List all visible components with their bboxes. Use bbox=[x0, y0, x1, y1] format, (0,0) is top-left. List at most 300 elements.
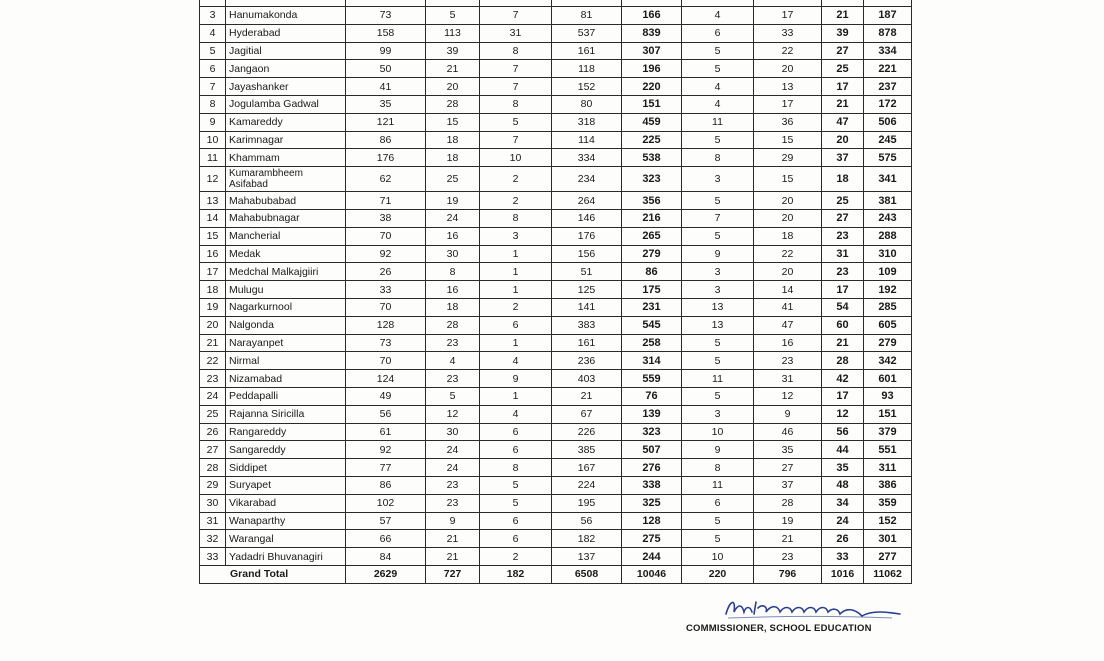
cell-grand: 386 bbox=[864, 476, 912, 494]
cell-grand: 551 bbox=[864, 441, 912, 459]
district-name: Narayanpet bbox=[226, 334, 346, 352]
cell-sno: 30 bbox=[200, 494, 226, 512]
cell-sno: 19 bbox=[200, 298, 226, 316]
cell-grand: 245 bbox=[864, 131, 912, 149]
cell-c8: 25 bbox=[822, 60, 864, 78]
cell-c1: 121 bbox=[346, 113, 426, 131]
district-name: Suryapet bbox=[226, 476, 346, 494]
cell-c6: 5 bbox=[682, 60, 754, 78]
cell-grand: 605 bbox=[864, 316, 912, 334]
district-name: Siddipet bbox=[226, 459, 346, 477]
cell-c7: 17 bbox=[754, 7, 822, 25]
cell-c6: 5 bbox=[682, 227, 754, 245]
cell-total: 545 bbox=[622, 316, 682, 334]
cell-c2: 21 bbox=[426, 60, 480, 78]
cell-c4: 334 bbox=[552, 149, 622, 167]
cell-c7: 20 bbox=[754, 209, 822, 227]
cell-c2: 24 bbox=[426, 209, 480, 227]
cell-c1: 73 bbox=[346, 334, 426, 352]
cell-c6: 5 bbox=[682, 334, 754, 352]
cell-grand: 279 bbox=[864, 334, 912, 352]
cell-c6: 5 bbox=[682, 42, 754, 60]
cell-c7: 23 bbox=[754, 352, 822, 370]
cell-c3: 6 bbox=[480, 316, 552, 334]
table-row bbox=[200, 7, 912, 25]
cell-c4: 318 bbox=[552, 113, 622, 131]
cell-c8: 26 bbox=[822, 530, 864, 548]
cell-c3: 3 bbox=[480, 227, 552, 245]
district-name: Mahabubabad bbox=[226, 192, 346, 210]
district-name: Mahabubnagar bbox=[226, 209, 346, 227]
cell-c8: 18 bbox=[822, 167, 864, 192]
cell-c1: 176 bbox=[346, 149, 426, 167]
table-row bbox=[200, 167, 912, 192]
table-row bbox=[200, 245, 912, 263]
cell-c1: 102 bbox=[346, 494, 426, 512]
district-name: Mancherial bbox=[226, 227, 346, 245]
cell-c7: 27 bbox=[754, 459, 822, 477]
cell-c8: 35 bbox=[822, 459, 864, 477]
cell-c4: 176 bbox=[552, 227, 622, 245]
table-row bbox=[200, 227, 912, 245]
cell-sno: 21 bbox=[200, 334, 226, 352]
table-row bbox=[200, 149, 912, 167]
cell-c7: 9 bbox=[754, 405, 822, 423]
cell-sno: 16 bbox=[200, 245, 226, 263]
cell-c1: 73 bbox=[346, 7, 426, 25]
cell-c7: 31 bbox=[754, 370, 822, 388]
cell-c4: 56 bbox=[552, 512, 622, 530]
table-row bbox=[200, 548, 912, 566]
table-row bbox=[200, 192, 912, 210]
cell-grand: 192 bbox=[864, 281, 912, 299]
cell-total: 175 bbox=[622, 281, 682, 299]
cell-total: 507 bbox=[622, 441, 682, 459]
cell-c4: 167 bbox=[552, 459, 622, 477]
table-row bbox=[200, 423, 912, 441]
cell-c2: 24 bbox=[426, 459, 480, 477]
cell-c8: 21 bbox=[822, 7, 864, 25]
cell-grand: 277 bbox=[864, 548, 912, 566]
cell-c8: 20 bbox=[822, 131, 864, 149]
cell-c1: 66 bbox=[346, 530, 426, 548]
cell-c7: 35 bbox=[754, 441, 822, 459]
district-name: Khammam bbox=[226, 149, 346, 167]
cell-c4: 195 bbox=[552, 494, 622, 512]
table-row bbox=[200, 476, 912, 494]
cell-sno: 25 bbox=[200, 405, 226, 423]
table-row bbox=[200, 334, 912, 352]
table-body bbox=[200, 0, 912, 565]
cell-c3: 1 bbox=[480, 263, 552, 281]
cell-c8: 31 bbox=[822, 245, 864, 263]
cell-c6: 11 bbox=[682, 113, 754, 131]
table-row bbox=[200, 209, 912, 227]
cell-c2: 5 bbox=[426, 387, 480, 405]
grand-total-c1: 2629 bbox=[346, 565, 426, 583]
cell-c7: 20 bbox=[754, 60, 822, 78]
cell-c8: 33 bbox=[822, 548, 864, 566]
cell-c8: 24 bbox=[822, 512, 864, 530]
district-name: Vikarabad bbox=[226, 494, 346, 512]
cell-c6: 6 bbox=[682, 24, 754, 42]
cell-total: 166 bbox=[622, 7, 682, 25]
cell-c6: 8 bbox=[682, 459, 754, 477]
cell-c8: 47 bbox=[822, 113, 864, 131]
table-row bbox=[200, 370, 912, 388]
cell-c6: 5 bbox=[682, 530, 754, 548]
table-row bbox=[200, 494, 912, 512]
cell-total: 279 bbox=[622, 245, 682, 263]
cell-c6: 9 bbox=[682, 245, 754, 263]
district-name: Nirmal bbox=[226, 352, 346, 370]
district-name: Kumarambheem Asifabad bbox=[226, 167, 346, 192]
cell-c3: 10 bbox=[480, 149, 552, 167]
cell-c1: 35 bbox=[346, 95, 426, 113]
table-row bbox=[200, 352, 912, 370]
cell-c6: 3 bbox=[682, 281, 754, 299]
commissioner-designation: COMMISSIONER, SCHOOL EDUCATION bbox=[686, 623, 872, 634]
cell-c6: 8 bbox=[682, 149, 754, 167]
cell-c2: 19 bbox=[426, 192, 480, 210]
cell-c2: 23 bbox=[426, 476, 480, 494]
district-name: Jagitial bbox=[226, 42, 346, 60]
cell-c2: 30 bbox=[426, 423, 480, 441]
cell-total: 314 bbox=[622, 352, 682, 370]
cell-c4: 383 bbox=[552, 316, 622, 334]
cell-c2: 16 bbox=[426, 281, 480, 299]
cell-c2: 4 bbox=[426, 352, 480, 370]
cell-c2: 28 bbox=[426, 95, 480, 113]
cell-c2: 23 bbox=[426, 334, 480, 352]
cell-c4: 152 bbox=[552, 78, 622, 96]
cell-c7: 36 bbox=[754, 113, 822, 131]
cell-grand: 878 bbox=[864, 24, 912, 42]
cell-c2: 9 bbox=[426, 512, 480, 530]
cell-c7: 15 bbox=[754, 131, 822, 149]
cell-c8: 28 bbox=[822, 352, 864, 370]
cell-grand: 311 bbox=[864, 459, 912, 477]
cell-c6: 5 bbox=[682, 512, 754, 530]
cell-c7: 13 bbox=[754, 78, 822, 96]
cell-c4: 81 bbox=[552, 7, 622, 25]
district-name: Jayashanker bbox=[226, 78, 346, 96]
cell-c4: 80 bbox=[552, 95, 622, 113]
district-name: Rangareddy bbox=[226, 423, 346, 441]
cell-c6: 5 bbox=[682, 192, 754, 210]
cell-total: 196 bbox=[622, 60, 682, 78]
table-row bbox=[200, 263, 912, 281]
cell-sno: 32 bbox=[200, 530, 226, 548]
cell-c3: 2 bbox=[480, 192, 552, 210]
cell-c4: 226 bbox=[552, 423, 622, 441]
district-name: Kamareddy bbox=[226, 113, 346, 131]
cell-c8: 25 bbox=[822, 192, 864, 210]
cell-c4: 236 bbox=[552, 352, 622, 370]
cell-c3: 8 bbox=[480, 209, 552, 227]
cell-grand: 341 bbox=[864, 167, 912, 192]
district-name: Jogulamba Gadwal bbox=[226, 95, 346, 113]
cell-c1: 49 bbox=[346, 387, 426, 405]
cell-grand: 379 bbox=[864, 423, 912, 441]
district-name: Mulugu bbox=[226, 281, 346, 299]
cell-sno: 15 bbox=[200, 227, 226, 245]
table-row bbox=[200, 512, 912, 530]
cell-c6: 4 bbox=[682, 95, 754, 113]
cell-c3: 9 bbox=[480, 370, 552, 388]
cell-c2: 21 bbox=[426, 530, 480, 548]
cell-sno: 29 bbox=[200, 476, 226, 494]
cell-c4: 182 bbox=[552, 530, 622, 548]
grand-total-c2: 727 bbox=[426, 565, 480, 583]
cell-c2: 25 bbox=[426, 167, 480, 192]
cell-c3: 7 bbox=[480, 131, 552, 149]
cell-c2: 18 bbox=[426, 149, 480, 167]
cell-grand: 187 bbox=[864, 7, 912, 25]
district-name: Nagarkurnool bbox=[226, 298, 346, 316]
cell-c6: 5 bbox=[682, 387, 754, 405]
cell-c6: 3 bbox=[682, 167, 754, 192]
cell-c1: 124 bbox=[346, 370, 426, 388]
cell-c4: 161 bbox=[552, 334, 622, 352]
cell-grand: 359 bbox=[864, 494, 912, 512]
cell-c7: 20 bbox=[754, 263, 822, 281]
cell-sno: 10 bbox=[200, 131, 226, 149]
cell-sno: 26 bbox=[200, 423, 226, 441]
cell-c6: 4 bbox=[682, 78, 754, 96]
cell-c8: 37 bbox=[822, 149, 864, 167]
district-name: Jangaon bbox=[226, 60, 346, 78]
table-row bbox=[200, 459, 912, 477]
cell-total: 338 bbox=[622, 476, 682, 494]
cell-sno: 22 bbox=[200, 352, 226, 370]
cell-c1: 56 bbox=[346, 405, 426, 423]
cell-c8: 39 bbox=[822, 24, 864, 42]
grand-total-row bbox=[200, 565, 912, 583]
cell-c3: 4 bbox=[480, 405, 552, 423]
cell-c8: 12 bbox=[822, 405, 864, 423]
cell-c8: 44 bbox=[822, 441, 864, 459]
cell-sno: 31 bbox=[200, 512, 226, 530]
district-name: Warangal bbox=[226, 530, 346, 548]
cell-c8: 23 bbox=[822, 263, 864, 281]
grand-total-c3: 182 bbox=[480, 565, 552, 583]
cell-c8: 56 bbox=[822, 423, 864, 441]
district-name: Karimnagar bbox=[226, 131, 346, 149]
cell-c6: 10 bbox=[682, 548, 754, 566]
cell-c7: 14 bbox=[754, 281, 822, 299]
cell-c1: 38 bbox=[346, 209, 426, 227]
district-name: Medak bbox=[226, 245, 346, 263]
table-row bbox=[200, 131, 912, 149]
cell-c1: 128 bbox=[346, 316, 426, 334]
cell-sno: 12 bbox=[200, 167, 226, 192]
cell-total: 151 bbox=[622, 95, 682, 113]
cell-c1: 158 bbox=[346, 24, 426, 42]
cell-grand: 151 bbox=[864, 405, 912, 423]
cell-c2: 8 bbox=[426, 263, 480, 281]
cell-total: 139 bbox=[622, 405, 682, 423]
district-name: Rajanna Siricilla bbox=[226, 405, 346, 423]
grand-total-total: 10046 bbox=[622, 565, 682, 583]
cell-total: 225 bbox=[622, 131, 682, 149]
table-row bbox=[200, 316, 912, 334]
cell-total: 258 bbox=[622, 334, 682, 352]
cell-c4: 137 bbox=[552, 548, 622, 566]
cell-c3: 8 bbox=[480, 95, 552, 113]
cell-c8: 17 bbox=[822, 78, 864, 96]
cell-c4: 67 bbox=[552, 405, 622, 423]
cell-sno: 27 bbox=[200, 441, 226, 459]
grand-total-c6: 220 bbox=[682, 565, 754, 583]
cell-grand: 575 bbox=[864, 149, 912, 167]
district-name: Hanumakonda bbox=[226, 7, 346, 25]
cell-c6: 10 bbox=[682, 423, 754, 441]
cell-c8: 23 bbox=[822, 227, 864, 245]
cell-c2: 23 bbox=[426, 494, 480, 512]
cell-total: 244 bbox=[622, 548, 682, 566]
cell-sno: 5 bbox=[200, 42, 226, 60]
cell-c7: 41 bbox=[754, 298, 822, 316]
cell-c4: 118 bbox=[552, 60, 622, 78]
district-name: Medchal Malkajgiiri bbox=[226, 263, 346, 281]
cell-total: 325 bbox=[622, 494, 682, 512]
cell-c4: 385 bbox=[552, 441, 622, 459]
cell-c8: 54 bbox=[822, 298, 864, 316]
cell-c7: 17 bbox=[754, 95, 822, 113]
cell-c7: 15 bbox=[754, 167, 822, 192]
cell-c3: 1 bbox=[480, 281, 552, 299]
cell-c8: 21 bbox=[822, 334, 864, 352]
cell-c4: 224 bbox=[552, 476, 622, 494]
grand-total-c8: 1016 bbox=[822, 565, 864, 583]
cell-total: 231 bbox=[622, 298, 682, 316]
cell-c1: 92 bbox=[346, 441, 426, 459]
cell-c3: 8 bbox=[480, 459, 552, 477]
cell-total: 216 bbox=[622, 209, 682, 227]
cell-c4: 234 bbox=[552, 167, 622, 192]
cell-c8: 17 bbox=[822, 281, 864, 299]
cell-c3: 2 bbox=[480, 548, 552, 566]
cell-sno: 23 bbox=[200, 370, 226, 388]
cell-c3: 6 bbox=[480, 530, 552, 548]
cell-sno: 8 bbox=[200, 95, 226, 113]
table-row bbox=[200, 78, 912, 96]
cell-total: 323 bbox=[622, 167, 682, 192]
table-row bbox=[200, 113, 912, 131]
cell-c3: 31 bbox=[480, 24, 552, 42]
cell-c6: 5 bbox=[682, 131, 754, 149]
table-row bbox=[200, 24, 912, 42]
cell-c1: 70 bbox=[346, 227, 426, 245]
cell-c4: 51 bbox=[552, 263, 622, 281]
cell-total: 265 bbox=[622, 227, 682, 245]
cell-c1: 86 bbox=[346, 131, 426, 149]
cell-total: 275 bbox=[622, 530, 682, 548]
cell-sno: 14 bbox=[200, 209, 226, 227]
cell-c6: 11 bbox=[682, 370, 754, 388]
grand-total-grand: 11062 bbox=[864, 565, 912, 583]
cell-c7: 12 bbox=[754, 387, 822, 405]
cell-c7: 28 bbox=[754, 494, 822, 512]
cell-grand: 109 bbox=[864, 263, 912, 281]
district-name: Nalgonda bbox=[226, 316, 346, 334]
cell-c2: 30 bbox=[426, 245, 480, 263]
cell-total: 356 bbox=[622, 192, 682, 210]
cell-grand: 334 bbox=[864, 42, 912, 60]
cell-c3: 6 bbox=[480, 512, 552, 530]
cell-c6: 3 bbox=[682, 263, 754, 281]
cell-c2: 16 bbox=[426, 227, 480, 245]
cell-c7: 19 bbox=[754, 512, 822, 530]
cell-c4: 141 bbox=[552, 298, 622, 316]
cell-c8: 21 bbox=[822, 95, 864, 113]
cell-c6: 7 bbox=[682, 209, 754, 227]
cell-c3: 4 bbox=[480, 352, 552, 370]
cell-grand: 172 bbox=[864, 95, 912, 113]
cell-c7: 22 bbox=[754, 245, 822, 263]
cell-c3: 5 bbox=[480, 494, 552, 512]
cell-sno: 7 bbox=[200, 78, 226, 96]
cell-grand: 601 bbox=[864, 370, 912, 388]
cell-sno: 13 bbox=[200, 192, 226, 210]
cell-c7: 47 bbox=[754, 316, 822, 334]
table-row bbox=[200, 281, 912, 299]
cell-c3: 1 bbox=[480, 245, 552, 263]
cell-c1: 62 bbox=[346, 167, 426, 192]
cell-c1: 61 bbox=[346, 423, 426, 441]
cell-c6: 13 bbox=[682, 316, 754, 334]
cell-c1: 33 bbox=[346, 281, 426, 299]
cell-sno: 28 bbox=[200, 459, 226, 477]
cell-total: 307 bbox=[622, 42, 682, 60]
cell-c7: 20 bbox=[754, 192, 822, 210]
cell-c7: 46 bbox=[754, 423, 822, 441]
grand-total-label: Grand Total bbox=[200, 565, 346, 583]
district-name: Hyderabad bbox=[226, 24, 346, 42]
cell-grand: 506 bbox=[864, 113, 912, 131]
table-row bbox=[200, 95, 912, 113]
cell-c3: 2 bbox=[480, 298, 552, 316]
cell-total: 128 bbox=[622, 512, 682, 530]
cell-c1: 26 bbox=[346, 263, 426, 281]
cell-sno: 6 bbox=[200, 60, 226, 78]
cell-sno: 4 bbox=[200, 24, 226, 42]
cell-c3: 1 bbox=[480, 334, 552, 352]
cell-c8: 27 bbox=[822, 209, 864, 227]
cell-grand: 221 bbox=[864, 60, 912, 78]
district-data-table bbox=[199, 0, 912, 584]
cell-c4: 537 bbox=[552, 24, 622, 42]
table-row bbox=[200, 60, 912, 78]
table-row bbox=[200, 42, 912, 60]
cell-c1: 92 bbox=[346, 245, 426, 263]
cell-c4: 146 bbox=[552, 209, 622, 227]
cell-c1: 84 bbox=[346, 548, 426, 566]
cell-sno: 18 bbox=[200, 281, 226, 299]
cell-total: 86 bbox=[622, 263, 682, 281]
cell-c1: 70 bbox=[346, 298, 426, 316]
cell-c2: 12 bbox=[426, 405, 480, 423]
cell-c7: 33 bbox=[754, 24, 822, 42]
cell-c2: 18 bbox=[426, 298, 480, 316]
cell-c1: 99 bbox=[346, 42, 426, 60]
cell-c6: 9 bbox=[682, 441, 754, 459]
table-row bbox=[200, 387, 912, 405]
cell-c2: 20 bbox=[426, 78, 480, 96]
cell-c7: 23 bbox=[754, 548, 822, 566]
district-name: Nizamabad bbox=[226, 370, 346, 388]
